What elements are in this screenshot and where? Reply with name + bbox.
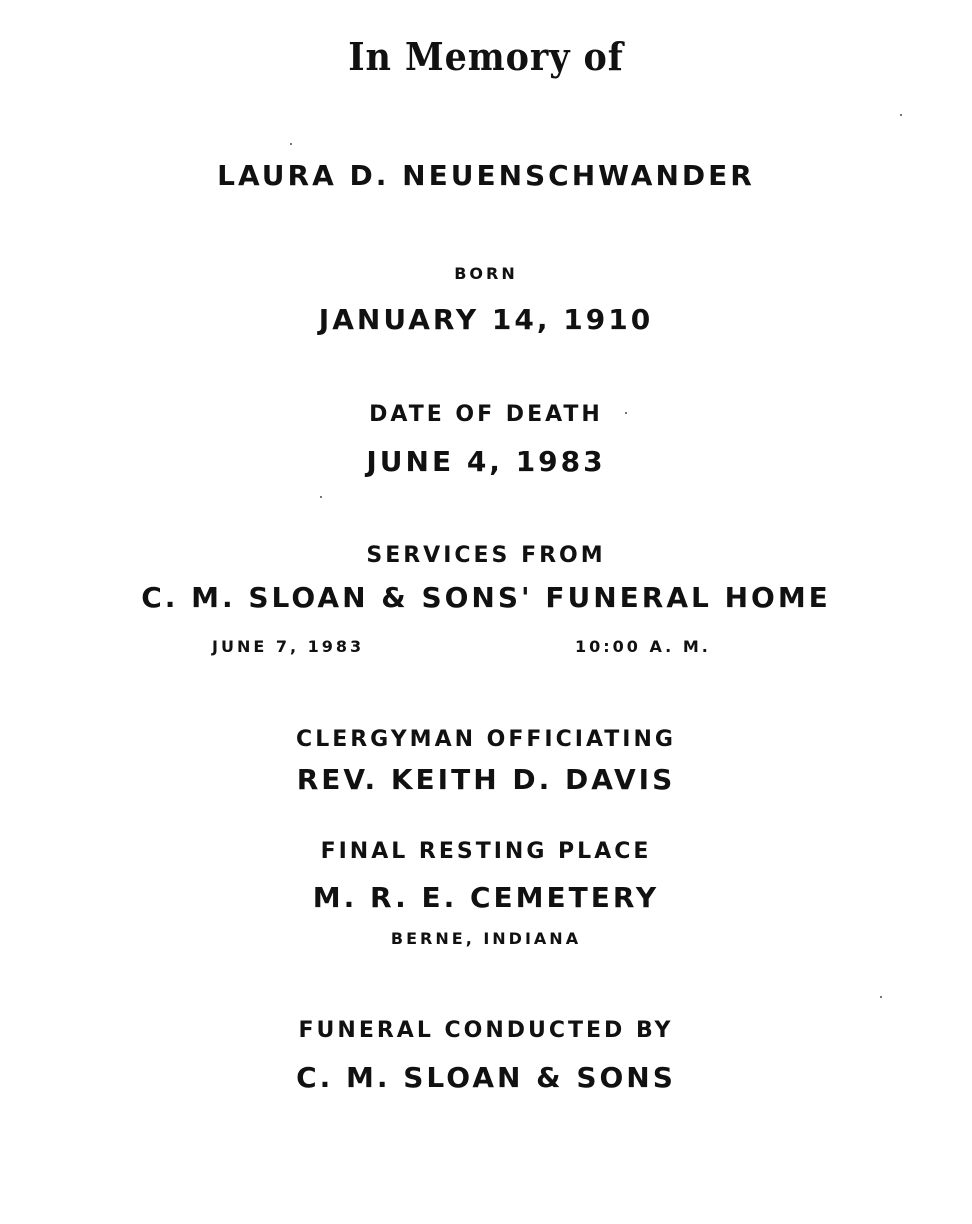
- services-date: JUNE 7, 1983: [212, 637, 365, 656]
- scan-speck: [290, 143, 292, 145]
- resting-location: BERNE, INDIANA: [390, 929, 582, 948]
- death-date: JUNE 4, 1983: [366, 445, 606, 478]
- scan-speck: [625, 412, 627, 414]
- services-place: C. M. SLOAN & SONS' FUNERAL HOME: [141, 581, 831, 614]
- services-date-time-row: [0, 637, 972, 657]
- born-label: BORN: [454, 264, 518, 283]
- memorial-heading: In Memory of: [348, 34, 624, 79]
- scan-speck: [900, 114, 902, 116]
- resting-label: FINAL RESTING PLACE: [320, 839, 652, 864]
- born-date: JANUARY 14, 1910: [318, 303, 654, 336]
- conducted-by: C. M. SLOAN & SONS: [296, 1061, 676, 1094]
- death-label: DATE OF DEATH: [369, 402, 603, 427]
- deceased-name: LAURA D. NEUENSCHWANDER: [217, 159, 755, 192]
- clergy-name: REV. KEITH D. DAVIS: [296, 763, 676, 796]
- conducted-label: FUNERAL CONDUCTED BY: [298, 1018, 674, 1043]
- resting-place: M. R. E. CEMETERY: [312, 881, 660, 914]
- services-time: 10:00 A. M.: [575, 637, 711, 656]
- clergy-label: CLERGYMAN OFFICIATING: [296, 727, 676, 752]
- scan-speck: [880, 996, 882, 998]
- services-label: SERVICES FROM: [366, 543, 606, 568]
- scan-speck: [320, 496, 322, 498]
